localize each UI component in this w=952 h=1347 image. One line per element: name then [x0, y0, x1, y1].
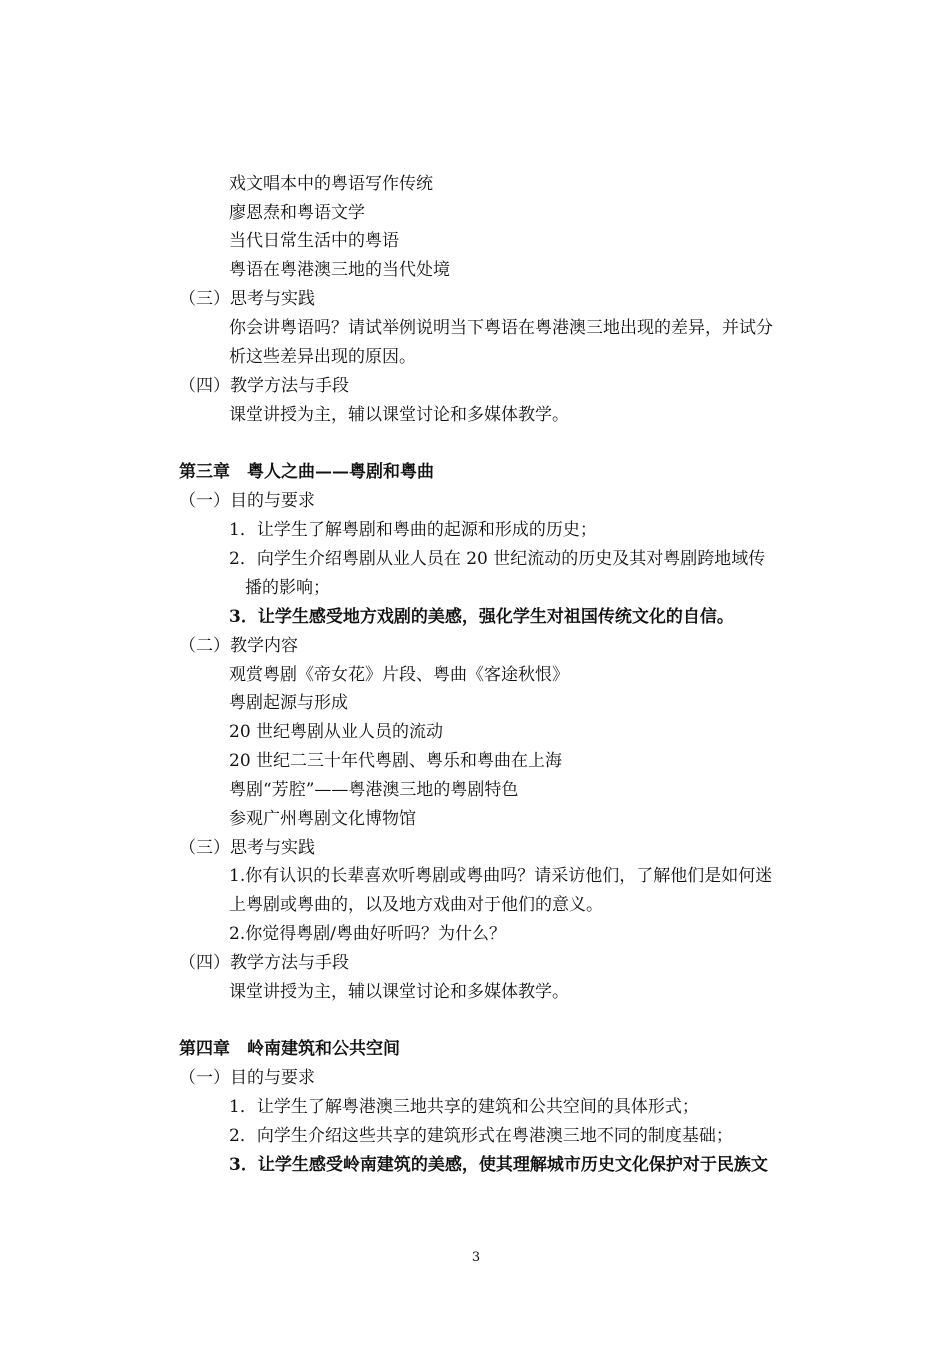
- paragraph-line: 你会讲粤语吗？请试举例说明当下粤语在粤港澳三地出现的差异，并试分: [229, 318, 773, 338]
- question-item: 1.你有认识的长辈喜欢听粤剧或粤曲吗？请采访他们，了解他们是如何迷: [229, 866, 773, 886]
- section-title: （四）教学方法与手段: [179, 953, 349, 973]
- question-item-continued: 上粤剧或粤曲的，以及地方戏曲对于他们的意义。: [229, 895, 603, 915]
- paragraph-line: 课堂讲授为主，辅以课堂讨论和多媒体教学。: [229, 982, 569, 1002]
- goal-item: 3．让学生感受岭南建筑的美感，使其理解城市历史文化保护对于民族文: [229, 1155, 768, 1175]
- goal-item: 1．让学生了解粤剧和粤曲的起源和形成的历史；: [229, 520, 597, 540]
- content-item: 观赏粤剧《帝女花》片段、粤曲《客途秋恨》: [229, 665, 569, 685]
- section-title: （二）教学内容: [179, 636, 298, 656]
- chapter-title: 第三章 粤人之曲——粤剧和粤曲: [179, 462, 434, 482]
- question-item: 2.你觉得粤剧/粤曲好听吗？为什么？: [229, 924, 506, 944]
- section-title: （三）思考与实践: [179, 289, 315, 309]
- content-item: 戏文唱本中的粤语写作传统: [229, 174, 433, 194]
- content-item: 20 世纪二三十年代粤剧、粤乐和粤曲在上海: [229, 751, 563, 771]
- page-number: 3: [471, 1250, 481, 1265]
- content-item: 当代日常生活中的粤语: [229, 231, 399, 251]
- content-item: 20 世纪粤剧从业人员的流动: [229, 722, 444, 742]
- paragraph-line: 析这些差异出现的原因。: [229, 347, 416, 367]
- content-item: 参观广州粤剧文化博物馆: [229, 809, 416, 829]
- chapter-title: 第四章 岭南建筑和公共空间: [179, 1039, 400, 1059]
- content-item: 粤语在粤港澳三地的当代处境: [229, 260, 450, 280]
- content-item: 廖恩焘和粤语文学: [229, 203, 365, 223]
- paragraph-line: 课堂讲授为主，辅以课堂讨论和多媒体教学。: [229, 405, 569, 425]
- section-title: （三）思考与实践: [179, 838, 315, 858]
- goal-item-continued: 播的影响；: [245, 578, 330, 598]
- goal-item: 2．向学生介绍这些共享的建筑形式在粤港澳三地不同的制度基础；: [229, 1126, 733, 1146]
- goal-item: 3．让学生感受地方戏剧的美感，强化学生对祖国传统文化的自信。: [229, 607, 734, 627]
- section-title: （一）目的与要求: [179, 491, 315, 511]
- content-item: 粤剧“芳腔”——粤港澳三地的粤剧特色: [229, 780, 519, 800]
- section-title: （四）教学方法与手段: [179, 376, 349, 396]
- section-title: （一）目的与要求: [179, 1068, 315, 1088]
- content-item: 粤剧起源与形成: [229, 693, 348, 713]
- goal-item: 1．让学生了解粤港澳三地共享的建筑和公共空间的具体形式；: [229, 1097, 699, 1117]
- goal-item: 2．向学生介绍粤剧从业人员在 20 世纪流动的历史及其对粤剧跨地域传: [229, 549, 766, 569]
